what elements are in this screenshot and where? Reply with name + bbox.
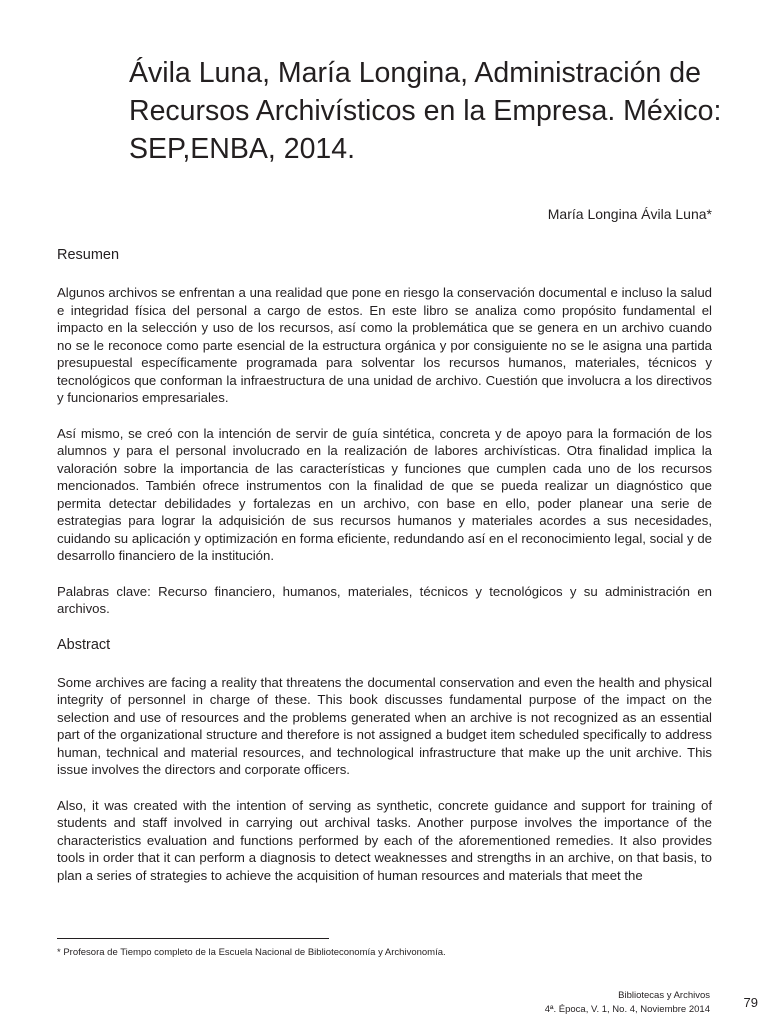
abstract-paragraph: Also, it was created with the intention of serving as synthetic, concrete guidance and support for training of students and staff involved in carrying out archival tasks. Another purpose involves the importance of the characteristics evaluation and functions performed by each of the aforementioned remedies. It also provides tools in order that it can perform a diagnosis to detect weaknesses and strengths in an archive, on that basis, to plan a series of strategies to achieve the acquisition of human resources and materials that meet the [57,797,712,883]
article-author: María Longina Ávila Luna* [547,206,712,222]
journal-issue: 4ª. Época, V. 1, No. 4, Noviembre 2014 [544,1004,710,1015]
journal-name: Bibliotecas y Archivos [618,990,710,1001]
footnote: * Profesora de Tiempo completo de la Escuela Nacional de Biblioteconomía y Archivonomía. [57,947,446,958]
article-title: Ávila Luna, María Longina, Administración de Recursos Archivísticos en la Empresa. México: SEP,ENBA, 2014. [129,57,722,165]
resumen-paragraph: Así mismo, se creó con la intención de servir de guía sintética, concreta y de apoyo para la formación de los alumnos y para el personal involucrado en la realización de labores archivísticas. Otra finalidad implica la valoración sobre la importancia de las características y funciones que cumplen cada uno de los recursos mencionados. También ofrece instrumentos con la finalidad de que se pueda realizar un diagnóstico que permita detectar debilidades y fortalezas en un archivo, con base en ello, poder planear una serie de estrategias para lograr la adquisición de sus recursos humanos y materiales acordes a sus necesidades, cuidando su aplicación y optimización en forma eficiente, redundando así en el reconocimiento legal, social y de desarrollo financiero de la institución. [57,425,712,563]
resumen-paragraph: Algunos archivos se enfrentan a una realidad que pone en riesgo la conservación documental e incluso la salud e integridad física del personal a cargo de estos. En este libro se analiza como propósito fundamental el impacto en la selección y uso de los recursos, así como la problemática que se genera en un archivo cuando no se le reconoce como parte esencial de la estructura orgánica y por consiguiente no se le asigna una partida presupuestal específicamente programada para solventar los recursos humanos, materiales, técnicos y tecnológicos que conforman la infraestructura de una unidad de archivo. Cuestión que involucra a los directivos y funcionarios empresariales. [57,285,712,405]
article-body [57,246,712,902]
abstract-heading: Abstract [57,636,111,653]
journal-info [545,989,710,1017]
page-number: 79 [743,995,758,1010]
resumen-heading: Resumen [57,247,120,263]
abstract-paragraph: Some archives are facing a reality that threatens the documental conservation and even the health and physical integrity of personnel in charge of these. This book discusses fundamental purpose of the impact on the selection and use of resources and the problems generated when an archive is not recognized as an essential part of the organizational structure and therefore is not assigned a budget item scheduled specifically to address human, technical and material resources, and technological infrastructure that make up the unit archive. This issue involves the directors and corporate officers. [57,674,712,777]
footnote-divider [57,938,329,939]
keywords-paragraph: Palabras clave: Recurso financiero, humanos, materiales, técnicos y tecnológicos y su administración en archivos. [57,583,712,616]
